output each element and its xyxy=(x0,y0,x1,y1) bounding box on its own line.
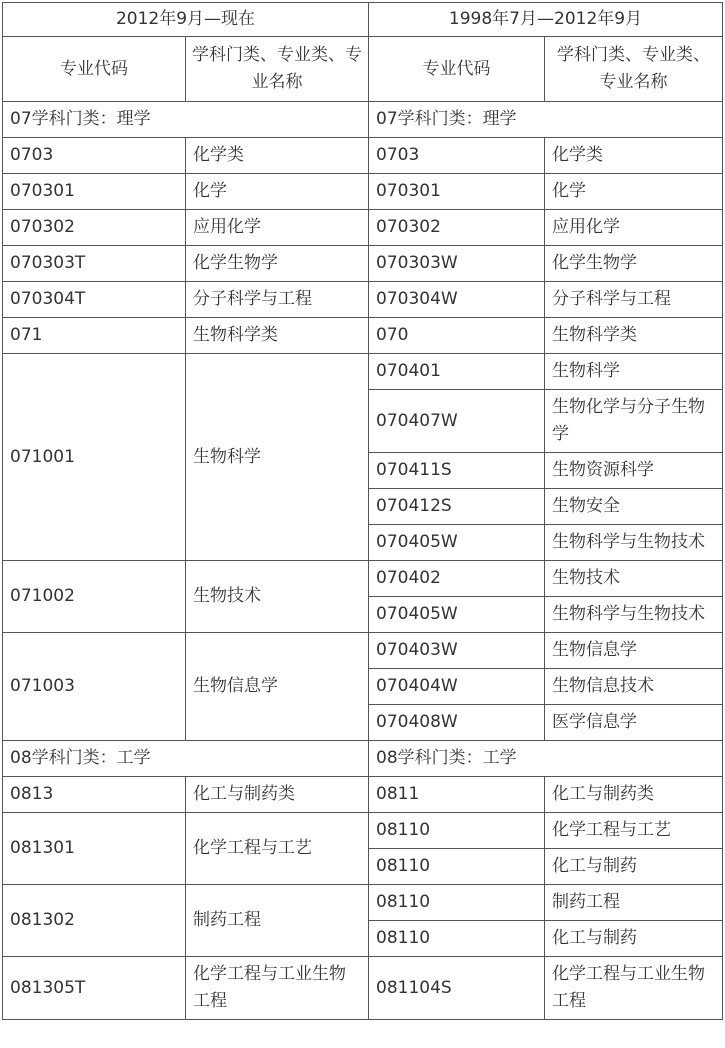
left-code-cell: 071001 xyxy=(3,354,186,561)
section-row xyxy=(3,741,723,777)
right-code-cell: 081104S xyxy=(369,957,545,1020)
table-row xyxy=(3,246,723,282)
right-name-cell: 化学生物学 xyxy=(545,246,723,282)
right-name-cell: 化工与制药类 xyxy=(545,777,723,813)
left-code-cell: 070304T xyxy=(3,282,186,318)
right-name-cell: 生物信息技术 xyxy=(545,669,723,705)
right-name-cell: 化学工程与工艺 xyxy=(545,813,723,849)
right-name-cell: 生物科学与生物技术 xyxy=(545,597,723,633)
right-name-cell: 分子科学与工程 xyxy=(545,282,723,318)
table-row xyxy=(3,813,723,849)
table-row xyxy=(3,318,723,354)
right-code-cell: 070302 xyxy=(369,210,545,246)
right-name-cell: 生物信息学 xyxy=(545,633,723,669)
right-name-cell: 化工与制药 xyxy=(545,849,723,885)
right-name-cell: 化学类 xyxy=(545,138,723,174)
table-row xyxy=(3,354,723,390)
left-code-cell: 071002 xyxy=(3,561,186,633)
right-code-cell: 070 xyxy=(369,318,545,354)
left-name-cell: 制药工程 xyxy=(186,885,369,957)
right-code-cell: 08110 xyxy=(369,885,545,921)
left-name-cell: 化学工程与工业生物工程 xyxy=(186,957,369,1020)
right-name-cell: 应用化学 xyxy=(545,210,723,246)
left-name-cell: 化工与制药类 xyxy=(186,777,369,813)
major-comparison-table xyxy=(2,2,723,1020)
left-name-cell: 生物信息学 xyxy=(186,633,369,741)
right-code-cell: 08110 xyxy=(369,849,545,885)
section-science-left: 07学科门类：理学 xyxy=(3,102,369,138)
period-header-row xyxy=(3,3,723,37)
left-code-cell: 070301 xyxy=(3,174,186,210)
table-row xyxy=(3,885,723,921)
left-code-cell: 081301 xyxy=(3,813,186,885)
right-code-cell: 070303W xyxy=(369,246,545,282)
left-period-header: 2012年9月—现在 xyxy=(3,3,369,37)
section-row xyxy=(3,102,723,138)
table-row xyxy=(3,561,723,597)
left-name-cell: 化学类 xyxy=(186,138,369,174)
right-code-cell: 070405W xyxy=(369,597,545,633)
left-code-cell: 070303T xyxy=(3,246,186,282)
table-row xyxy=(3,777,723,813)
right-name-cell: 化工与制药 xyxy=(545,921,723,957)
right-code-cell: 070401 xyxy=(369,354,545,390)
table-row xyxy=(3,957,723,1020)
right-code-cell: 070412S xyxy=(369,489,545,525)
left-name-cell: 化学生物学 xyxy=(186,246,369,282)
table-row xyxy=(3,633,723,669)
right-code-cell: 070411S xyxy=(369,453,545,489)
right-code-header: 专业代码 xyxy=(369,37,545,102)
right-code-cell: 070405W xyxy=(369,525,545,561)
left-name-cell: 应用化学 xyxy=(186,210,369,246)
left-code-cell: 071003 xyxy=(3,633,186,741)
left-code-cell: 081305T xyxy=(3,957,186,1020)
right-name-cell: 生物科学与生物技术 xyxy=(545,525,723,561)
right-period-header: 1998年7月—2012年9月 xyxy=(369,3,723,37)
table-row xyxy=(3,210,723,246)
right-name-cell: 生物科学类 xyxy=(545,318,723,354)
left-code-cell: 071 xyxy=(3,318,186,354)
left-code-cell: 070302 xyxy=(3,210,186,246)
right-code-cell: 070301 xyxy=(369,174,545,210)
left-code-cell: 0813 xyxy=(3,777,186,813)
table-row xyxy=(3,174,723,210)
right-code-cell: 0703 xyxy=(369,138,545,174)
left-code-cell: 0703 xyxy=(3,138,186,174)
right-name-cell: 生物化学与分子生物学 xyxy=(545,390,723,453)
right-name-cell: 生物资源科学 xyxy=(545,453,723,489)
left-name-header: 学科门类、专业类、专业名称 xyxy=(186,37,369,102)
left-name-cell: 生物技术 xyxy=(186,561,369,633)
right-name-cell: 生物安全 xyxy=(545,489,723,525)
left-code-cell: 081302 xyxy=(3,885,186,957)
left-code-header: 专业代码 xyxy=(3,37,186,102)
left-name-cell: 生物科学类 xyxy=(186,318,369,354)
right-name-header: 学科门类、专业类、专业名称 xyxy=(545,37,723,102)
left-name-cell: 化学工程与工艺 xyxy=(186,813,369,885)
right-code-cell: 070403W xyxy=(369,633,545,669)
left-name-cell: 生物科学 xyxy=(186,354,369,561)
section-science-right: 07学科门类：理学 xyxy=(369,102,723,138)
section-engineering-left: 08学科门类：工学 xyxy=(3,741,369,777)
right-name-cell: 生物科学 xyxy=(545,354,723,390)
right-code-cell: 070408W xyxy=(369,705,545,741)
right-code-cell: 070402 xyxy=(369,561,545,597)
right-code-cell: 0811 xyxy=(369,777,545,813)
right-code-cell: 070304W xyxy=(369,282,545,318)
right-code-cell: 070404W xyxy=(369,669,545,705)
right-name-cell: 制药工程 xyxy=(545,885,723,921)
right-code-cell: 08110 xyxy=(369,921,545,957)
right-name-cell: 生物技术 xyxy=(545,561,723,597)
table-row xyxy=(3,138,723,174)
right-code-cell: 08110 xyxy=(369,813,545,849)
table-row xyxy=(3,282,723,318)
right-name-cell: 化学 xyxy=(545,174,723,210)
column-header-row xyxy=(3,37,723,102)
section-engineering-right: 08学科门类：工学 xyxy=(369,741,723,777)
left-name-cell: 分子科学与工程 xyxy=(186,282,369,318)
right-name-cell: 化学工程与工业生物工程 xyxy=(545,957,723,1020)
left-name-cell: 化学 xyxy=(186,174,369,210)
right-name-cell: 医学信息学 xyxy=(545,705,723,741)
right-code-cell: 070407W xyxy=(369,390,545,453)
